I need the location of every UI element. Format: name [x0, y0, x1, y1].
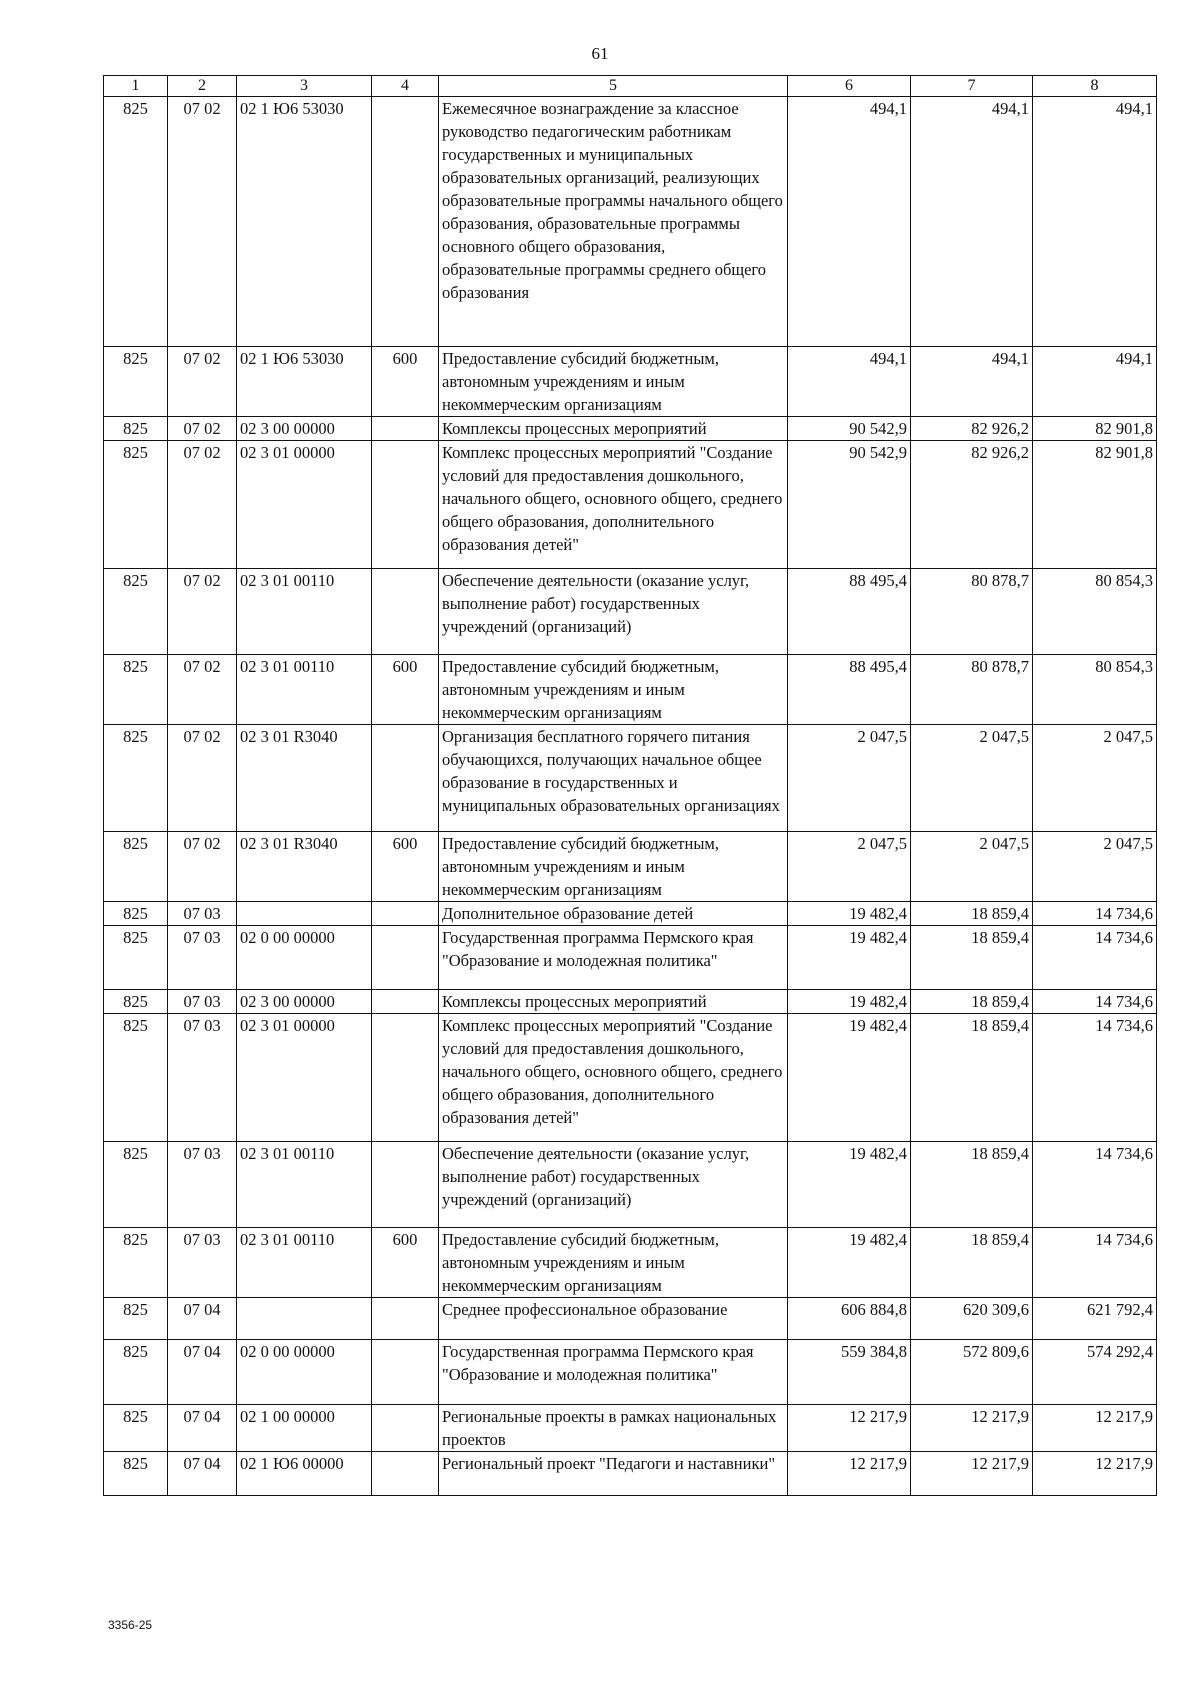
cell-admin-code: 825: [104, 990, 168, 1014]
table-row: [104, 1405, 1157, 1452]
cell-amount-2: 494,1: [911, 347, 1033, 417]
cell-admin-code: 825: [104, 655, 168, 725]
cell-expense-type: 600: [372, 832, 439, 902]
cell-admin-code: 825: [104, 1452, 168, 1496]
cell-target-code: 02 3 00 00000: [237, 417, 372, 441]
cell-amount-2: 18 859,4: [911, 1228, 1033, 1298]
table-row: [104, 926, 1157, 990]
table-row: [104, 347, 1157, 417]
cell-expense-type: [372, 1340, 439, 1405]
cell-expense-type: [372, 1298, 439, 1340]
cell-amount-3: 14 734,6: [1033, 990, 1157, 1014]
cell-description: Комплексы процессных мероприятий: [439, 990, 788, 1014]
cell-description: Дополнительное образование детей: [439, 902, 788, 926]
cell-section-code: 07 02: [168, 417, 237, 441]
cell-section-code: 07 02: [168, 441, 237, 569]
cell-target-code: 02 3 01 00110: [237, 1228, 372, 1298]
cell-amount-1: 12 217,9: [788, 1452, 911, 1496]
cell-section-code: 07 02: [168, 725, 237, 832]
table-row: [104, 417, 1157, 441]
cell-section-code: 07 02: [168, 347, 237, 417]
cell-section-code: 07 04: [168, 1298, 237, 1340]
cell-amount-1: 19 482,4: [788, 1142, 911, 1228]
page-number: 61: [591, 44, 609, 63]
cell-amount-3: 80 854,3: [1033, 655, 1157, 725]
cell-expense-type: 600: [372, 347, 439, 417]
cell-expense-type: [372, 1142, 439, 1228]
cell-target-code: [237, 902, 372, 926]
table-row: [104, 655, 1157, 725]
cell-description: Предоставление субсидий бюджетным, автономным учреждениям и иным некоммерческим организациям: [439, 832, 788, 902]
cell-admin-code: 825: [104, 832, 168, 902]
cell-target-code: 02 1 Ю6 53030: [237, 347, 372, 417]
cell-amount-3: 621 792,4: [1033, 1298, 1157, 1340]
cell-expense-type: [372, 1405, 439, 1452]
cell-admin-code: 825: [104, 569, 168, 655]
cell-amount-2: 82 926,2: [911, 441, 1033, 569]
cell-section-code: 07 02: [168, 97, 237, 347]
cell-amount-1: 19 482,4: [788, 902, 911, 926]
table-row: [104, 1014, 1157, 1142]
header-col-2: 2: [168, 76, 237, 97]
cell-target-code: 02 0 00 00000: [237, 1340, 372, 1405]
cell-expense-type: [372, 1452, 439, 1496]
cell-description: Комплексы процессных мероприятий: [439, 417, 788, 441]
cell-expense-type: [372, 902, 439, 926]
header-col-7: 7: [911, 76, 1033, 97]
cell-amount-1: 19 482,4: [788, 1228, 911, 1298]
cell-amount-3: 2 047,5: [1033, 725, 1157, 832]
cell-amount-1: 606 884,8: [788, 1298, 911, 1340]
cell-amount-1: 90 542,9: [788, 417, 911, 441]
cell-amount-3: 82 901,8: [1033, 441, 1157, 569]
cell-target-code: 02 1 00 00000: [237, 1405, 372, 1452]
cell-admin-code: 825: [104, 1405, 168, 1452]
table-row: [104, 97, 1157, 347]
cell-description: Предоставление субсидий бюджетным, автономным учреждениям и иным некоммерческим организациям: [439, 1228, 788, 1298]
cell-amount-2: 82 926,2: [911, 417, 1033, 441]
cell-target-code: [237, 1298, 372, 1340]
cell-amount-2: 18 859,4: [911, 1014, 1033, 1142]
cell-admin-code: 825: [104, 417, 168, 441]
cell-amount-3: 14 734,6: [1033, 1014, 1157, 1142]
cell-description: Предоставление субсидий бюджетным, автономным учреждениям и иным некоммерческим организациям: [439, 347, 788, 417]
table-row: [104, 725, 1157, 832]
cell-amount-2: 18 859,4: [911, 902, 1033, 926]
cell-description: Комплекс процессных мероприятий "Создание условий для предоставления дошкольного, начального общего, основного общего, среднего общего образования, дополнительного образования детей": [439, 441, 788, 569]
cell-amount-1: 19 482,4: [788, 926, 911, 990]
header-col-8: 8: [1033, 76, 1157, 97]
table-row: [104, 1142, 1157, 1228]
cell-amount-3: 2 047,5: [1033, 832, 1157, 902]
cell-description: Обеспечение деятельности (оказание услуг, выполнение работ) государственных учреждений (организаций): [439, 569, 788, 655]
cell-description: Региональный проект "Педагоги и наставники": [439, 1452, 788, 1496]
cell-target-code: 02 3 01 R3040: [237, 832, 372, 902]
cell-section-code: 07 03: [168, 1228, 237, 1298]
cell-description: Комплекс процессных мероприятий "Создание условий для предоставления дошкольного, начального общего, основного общего, среднего общего образования, дополнительного образования детей": [439, 1014, 788, 1142]
cell-target-code: 02 3 01 00110: [237, 655, 372, 725]
cell-section-code: 07 03: [168, 990, 237, 1014]
cell-amount-3: 494,1: [1033, 347, 1157, 417]
table-row: [104, 832, 1157, 902]
cell-amount-2: 12 217,9: [911, 1452, 1033, 1496]
cell-amount-3: 82 901,8: [1033, 417, 1157, 441]
header-col-3: 3: [237, 76, 372, 97]
header-col-1: 1: [104, 76, 168, 97]
cell-amount-1: 19 482,4: [788, 990, 911, 1014]
cell-amount-2: 18 859,4: [911, 926, 1033, 990]
table-row: [104, 990, 1157, 1014]
cell-amount-2: 494,1: [911, 97, 1033, 347]
cell-amount-2: 18 859,4: [911, 990, 1033, 1014]
cell-section-code: 07 03: [168, 1142, 237, 1228]
cell-section-code: 07 04: [168, 1405, 237, 1452]
cell-expense-type: [372, 926, 439, 990]
cell-amount-1: 19 482,4: [788, 1014, 911, 1142]
cell-target-code: 02 3 01 R3040: [237, 725, 372, 832]
cell-section-code: 07 04: [168, 1340, 237, 1405]
cell-description: Предоставление субсидий бюджетным, автономным учреждениям и иным некоммерческим организациям: [439, 655, 788, 725]
cell-target-code: 02 1 Ю6 53030: [237, 97, 372, 347]
cell-target-code: 02 1 Ю6 00000: [237, 1452, 372, 1496]
cell-amount-1: 88 495,4: [788, 569, 911, 655]
cell-admin-code: 825: [104, 902, 168, 926]
cell-amount-2: 2 047,5: [911, 832, 1033, 902]
cell-section-code: 07 02: [168, 832, 237, 902]
cell-section-code: 07 02: [168, 569, 237, 655]
table-row: [104, 1228, 1157, 1298]
cell-amount-2: 80 878,7: [911, 655, 1033, 725]
cell-admin-code: 825: [104, 441, 168, 569]
cell-description: Государственная программа Пермского края "Образование и молодежная политика": [439, 1340, 788, 1405]
cell-expense-type: [372, 990, 439, 1014]
cell-amount-1: 559 384,8: [788, 1340, 911, 1405]
cell-amount-3: 14 734,6: [1033, 1142, 1157, 1228]
cell-target-code: 02 3 01 00110: [237, 1142, 372, 1228]
cell-section-code: 07 03: [168, 902, 237, 926]
cell-amount-2: 2 047,5: [911, 725, 1033, 832]
cell-admin-code: 825: [104, 1228, 168, 1298]
cell-amount-3: 574 292,4: [1033, 1340, 1157, 1405]
cell-target-code: 02 3 01 00110: [237, 569, 372, 655]
cell-admin-code: 825: [104, 1142, 168, 1228]
cell-amount-3: 14 734,6: [1033, 902, 1157, 926]
cell-admin-code: 825: [104, 926, 168, 990]
document-code: 3356-25: [108, 1618, 153, 1632]
cell-admin-code: 825: [104, 1298, 168, 1340]
cell-section-code: 07 04: [168, 1452, 237, 1496]
cell-target-code: 02 3 01 00000: [237, 441, 372, 569]
table-row: [104, 441, 1157, 569]
cell-expense-type: [372, 725, 439, 832]
cell-amount-3: 12 217,9: [1033, 1405, 1157, 1452]
cell-target-code: 02 3 00 00000: [237, 990, 372, 1014]
table-row: [104, 569, 1157, 655]
cell-amount-2: 572 809,6: [911, 1340, 1033, 1405]
cell-description: Государственная программа Пермского края "Образование и молодежная политика": [439, 926, 788, 990]
cell-amount-2: 80 878,7: [911, 569, 1033, 655]
cell-amount-1: 12 217,9: [788, 1405, 911, 1452]
cell-admin-code: 825: [104, 725, 168, 832]
cell-expense-type: [372, 417, 439, 441]
table-row: [104, 1340, 1157, 1405]
cell-target-code: 02 3 01 00000: [237, 1014, 372, 1142]
cell-section-code: 07 03: [168, 926, 237, 990]
cell-amount-1: 2 047,5: [788, 832, 911, 902]
cell-expense-type: [372, 1014, 439, 1142]
cell-amount-3: 12 217,9: [1033, 1452, 1157, 1496]
header-col-5: 5: [439, 76, 788, 97]
cell-amount-1: 2 047,5: [788, 725, 911, 832]
cell-description: Обеспечение деятельности (оказание услуг, выполнение работ) государственных учреждений (организаций): [439, 1142, 788, 1228]
header-col-4: 4: [372, 76, 439, 97]
cell-amount-1: 494,1: [788, 347, 911, 417]
cell-amount-2: 18 859,4: [911, 1142, 1033, 1228]
cell-description: Ежемесячное вознаграждение за классное руководство педагогическим работникам государственных и муниципальных образовательных организаций, реализующих образовательные программы начального общего образования, образовательные программы основного общего образования, образовательные программы среднего общего образования: [439, 97, 788, 347]
cell-amount-3: 494,1: [1033, 97, 1157, 347]
cell-expense-type: 600: [372, 1228, 439, 1298]
cell-admin-code: 825: [104, 97, 168, 347]
cell-expense-type: [372, 569, 439, 655]
cell-amount-2: 12 217,9: [911, 1405, 1033, 1452]
cell-amount-1: 88 495,4: [788, 655, 911, 725]
table-row: [104, 1298, 1157, 1340]
cell-amount-3: 80 854,3: [1033, 569, 1157, 655]
cell-section-code: 07 03: [168, 1014, 237, 1142]
cell-admin-code: 825: [104, 1340, 168, 1405]
cell-expense-type: [372, 97, 439, 347]
cell-description: Среднее профессиональное образование: [439, 1298, 788, 1340]
cell-target-code: 02 0 00 00000: [237, 926, 372, 990]
cell-amount-3: 14 734,6: [1033, 926, 1157, 990]
cell-amount-1: 494,1: [788, 97, 911, 347]
cell-description: Организация бесплатного горячего питания обучающихся, получающих начальное общее образование в государственных и муниципальных образовательных организациях: [439, 725, 788, 832]
header-row: [104, 76, 1157, 97]
cell-amount-3: 14 734,6: [1033, 1228, 1157, 1298]
budget-table: [103, 75, 1157, 1496]
cell-amount-1: 90 542,9: [788, 441, 911, 569]
cell-expense-type: [372, 441, 439, 569]
cell-expense-type: 600: [372, 655, 439, 725]
cell-description: Региональные проекты в рамках национальных проектов: [439, 1405, 788, 1452]
cell-admin-code: 825: [104, 1014, 168, 1142]
table-row: [104, 1452, 1157, 1496]
table-row: [104, 902, 1157, 926]
cell-admin-code: 825: [104, 347, 168, 417]
cell-amount-2: 620 309,6: [911, 1298, 1033, 1340]
header-col-6: 6: [788, 76, 911, 97]
cell-section-code: 07 02: [168, 655, 237, 725]
